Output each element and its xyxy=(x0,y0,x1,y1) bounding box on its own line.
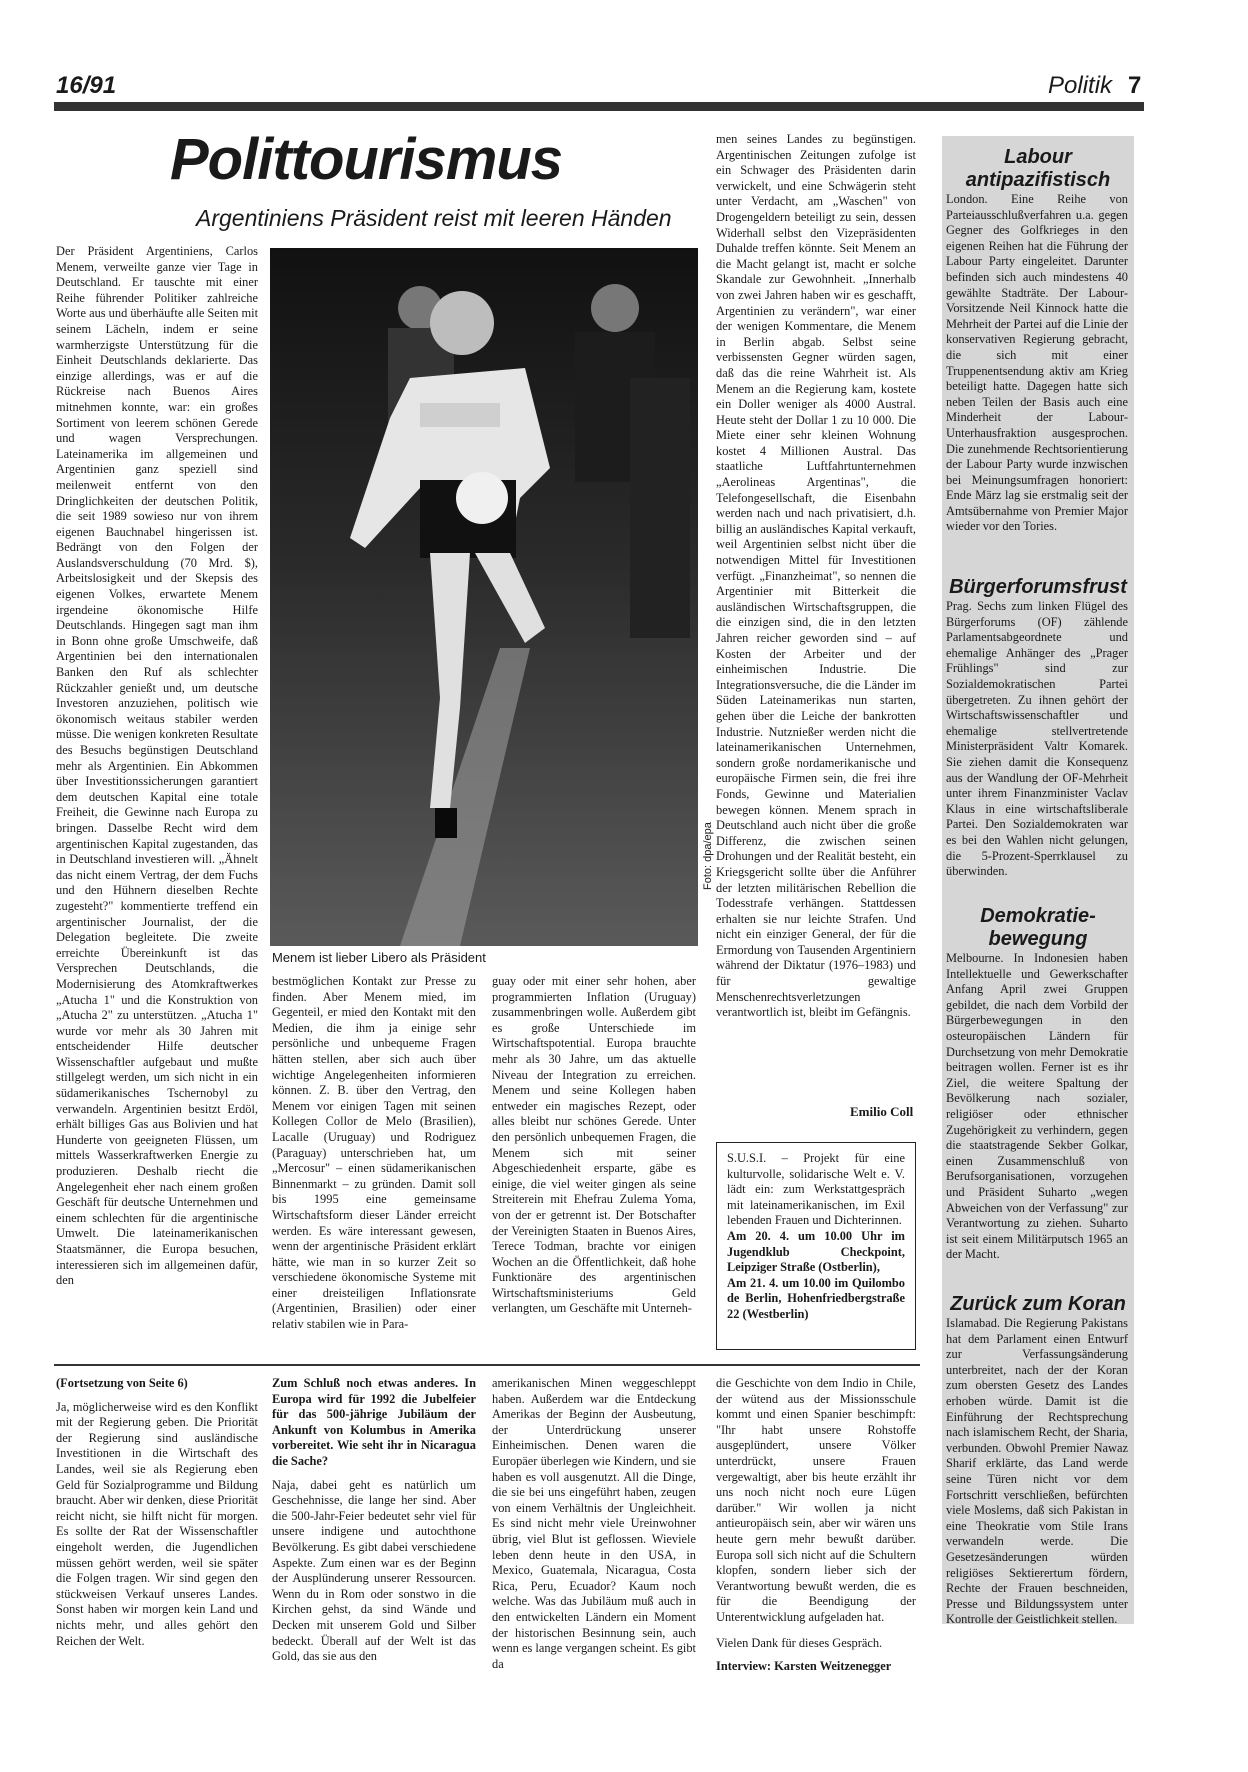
news-sidebar xyxy=(942,136,1134,1627)
event-notice-box xyxy=(716,1142,916,1350)
article-text: bestmöglichen Kontakt zur Presse zu finden. Aber Menem mied, im Gegenteil, er mied den Kontakt mit den Medien, die ihm ja einige sehr persönliche und unbequeme Fragen hätten stellen, aber sich auch über wichtige Angelegenheiten informieren können. Z. B. über den Vertrag, den Menem vor einigen Tagen mit seinen Kollegen Collor de Melo (Brasilien), Lacalle (Uruguay) und Rodriguez (Paraguay) unterschrieben hat, um „Mercosur" – einen südamerikanischen Binnenmarkt – zu gründen. Damit soll bis 1995 eine gemeinsame Wirtschaftsform dieser Länder erreicht werden. Es wäre interessant gewesen, wenn der argentinische Präsident erklärt hätte, wie man in so kurzer Zeit so verschiedene ökonomische Systeme mit einer dreisteiligen Inflationsrate (Argentinien, Brasilien) oder einer relativ stabilen wie in Para- xyxy=(272,974,476,1332)
sidebar-head-1: Labour antipazifistisch xyxy=(965,146,1111,191)
article-title: Polittourismus xyxy=(170,127,563,192)
interview-column-4 xyxy=(716,1376,916,1706)
interview-answer: Naja, dabei geht es natürlich um Geschehnisse, die lange her sind. Aber die 500-Jahr-Feier bedeutet sehr viel für unsere indigene und autochthone Bevölkerung. Es gibt dabei verschiedene Aspekte. Zum einen war es der Beginn der Ausplünderung unserer Ressourcen. Wenn du in Rom oder sonstwo in die Kirchen gehst, da sind Wände und Decken mit unserem Gold und Silber bedeckt. Überall auf der Welt ist das Gold, das sie aus den xyxy=(272,1477,476,1664)
interview-question: Zum Schluß noch etwas anderes. In Europa wird für 1992 die Jubelfeier für das 500-jährige Jubiläum der Ankunft von Kolumbus in Amerika vorbereitet. Wie seht ihr in Nicaragua die Sache? xyxy=(272,1376,476,1468)
football-player-image xyxy=(270,248,698,946)
article-column-2 xyxy=(272,974,476,1352)
interview-thanks: Vielen Dank für dieses Gespräch. xyxy=(716,1635,883,1650)
event-1: Am 20. 4. um 10.00 Uhr im Jugendklub Checkpoint, Leipziger Straße (Ostberlin), xyxy=(727,1228,905,1275)
article-column-1 xyxy=(56,244,258,1352)
interviewer-credit: Interview: Karsten Weitzenegger xyxy=(716,1659,892,1674)
article-subtitle: Argentiniens Präsident reist mit leeren Händen xyxy=(196,205,672,231)
article-text: guay oder mit einer sehr hohen, aber programmierten Inflation (Uruguay) zusammenbringen wolle. Außerdem gibt es große Unterschiede im Wirtschaftspotential. Europa brauchte mehr als 30 Jahre, um das aktuelle Niveau der Integration zu erreichen. Menem und seine Kollegen haben entweder ein magisches Rezept, oder alles bleibt nur schönes Gerede. Unter den persönlich unbequemen Fragen, die Menem sich mit seiner Abgeschiedenheit ersparte, gäbe es einige, die viel weiter gingen als seine Streiterein mit Ehefrau Zulema Yoma, von der er getrennt ist. Der Botschafter der Vereinigten Staaten in Buenos Aires, Terece Todman, brachte vor einigen Wochen an die Öffentlichkeit, daß hohe Funktionäre des argentinischen Wirtschaftsministeriums Geld verlangten, um Geschäfte mit Unterneh- xyxy=(492,974,696,1316)
photo-credit: Foto: dpa/epa xyxy=(702,822,714,890)
sidebar-head-3: Demokratie-bewegung xyxy=(980,905,1096,950)
sidebar-body-2: Prag. Sechs zum linken Flügel des Bürgerforums (OF) zählende Parlamentsabgeordnete und ehemalige Anhänger des „Prager Frühlings" sind zur Sozialdemokratischen Partei übergetreten. Zu ihnen gehört der Wirtschaftswissenschaftler und ehemalige stellvertretende Ministerpräsident Valtr Komarek. Sie ziehen damit die Konsequenz aus der Wandlung der OF-Mehrheit unter ihrem Finanzminister Vaclav Klaus in eine wirtschaftsliberale Partei. Den Sozialdemokraten war es bei den Wahlen nicht gelungen, die 5-Prozent-Sperrklausel zu überwinden. xyxy=(946,599,1128,879)
section-divider xyxy=(54,1364,920,1366)
interview-answer: Ja, möglicherweise wird es den Konflikt mit der Regierung geben. Die Priorität der Regierung sind ausländische Investitionen in die Wirtschaft des Landes, weil sie als Regierung eben Geld für Sozialprogramme und Bildung braucht. Aber wir denken, diese Priorität reicht nicht, sie hilft nicht für morgen. Es sollte der Rat der Wissenschaftler eingeholt werden, die Jugendlichen müssen gehört werden, weil sie später die Folgen tragen. Wir sind gegen den stückweisen Verkauf unseres Landes. Sonst haben wir morgen kein Land und nichts mehr, und alles gehört den Reichen der Welt. xyxy=(56,1399,258,1648)
interview-column-2 xyxy=(272,1376,476,1706)
sidebar-head-2: Bürgerforumsfrust xyxy=(949,576,1127,598)
article-author: Emilio Coll xyxy=(850,1104,914,1119)
section-label: Politik xyxy=(1048,72,1113,99)
continuation-note: (Fortsetzung von Seite 6) xyxy=(56,1376,188,1390)
article-text: Der Präsident Argentiniens, Carlos Menem, verweilte ganze vier Tage in Deutschland. Er tauschte mit einer Reihe führender Politiker zahlreiche Worte aus und überhäufte alle Seiten mit seinem Lächeln, indem er seine warmherzigste Unterstützung für die Einheit Deutschlands deklarierte. Das einzige allerdings, was er auf die Rückreise nach Buenos Aires mitnehmen konnte, war: ein großes Sortiment von leerem schönen Gerede und wagen Versprechungen. Lateinamerika im allgemeinen und Argentinien ganz speziell sind meilenweit entfernt von den Dringlichkeiten der deutschen Politik, die seit 1989 sowieso nur von ihrem eigenen Bauchnabel hingerissen ist. Bedrängt von den Folgen der Auslandsverschuldung (70 Mrd. $), Arbeitslosigkeit und der Skepsis des eigenen Volkes, erwartete Menem irgendeine ökonomische Hilfe Deutschlands. Hingegen sagt man ihm in Bonn ohne große Umschweife, daß Argentinien bei den internationalen Banken den Ruf als schlechter Rückzahler genießt und, um deutsche Investoren anzuziehen, politisch wie ökonomisch weitaus stabiler werden müsse. Die wenigen konkreten Resultate des Besuchs begünstigen Deutschland mehr als Argentinien. Ein Abkommen über Investitionssicherungen garantiert dem deutschen Kapital eine totale Freiheit, die Gewinne nach Europa zu bringen. Dasselbe Recht wird dem argentinischen Kapital zugestanden, das in Deutschland investieren will. „Ähnelt das nicht einem Vertrag, der dem Fuchs und den Hühnern dieselben Rechte zugesteht?" kommentierte treffend ein argentinischer Journalist, der die Delegation begleitete. Die zweite erreichte Übereinkunft ist das Versprechen Deutschlands, die Modernisierung des Atomkraftwerkes „Atucha 1" und die Konstruktion von „Atucha 2" zu unterstützen. „Atucha 1" wurde vor mehr als 30 Jahren mit entscheidender Hilfe deutscher Wissenschaftler aufgebaut und mußte stillgelegt werden, um sich nicht in ein südamerikanisches Tschernobyl zu verwandeln. Argentinien besitzt Erdöl, erhält billiges Gas aus Bolivien und hat Hunderte von geeigneten Flüssen, um mittels Wasserkraftwerken Energie zu produzieren. Deshalb riecht die Angelegenheit eher nach einem großen Geschäft für deutsche Unternehmen und einem schlechten für die argentinische Umwelt. Die lateinamerikanischen Staatsmänner, die Europa besuchen, interessieren sich im allgemeinen dafür, den xyxy=(56,244,259,1288)
sidebar-head-4: Zurück zum Koran xyxy=(950,1293,1126,1315)
header-rule xyxy=(54,102,1144,111)
event-intro: S.U.S.I. – Projekt für eine kulturvolle, solidarische Welt e. V. lädt ein: zum Werkstattgespräch mit lateinamerikanischen, im Exil lebenden Frauen und Dichterinnen. xyxy=(727,1151,905,1228)
event-2: Am 21. 4. um 10.00 im Quilombo de Berlin, Hohenfriedbergstraße 22 (Westberlin) xyxy=(727,1275,905,1321)
article-column-4 xyxy=(716,132,916,1094)
page-number: 7 xyxy=(1128,72,1142,99)
issue-number: 16/91 xyxy=(56,72,117,99)
sidebar-body-4: Islamabad. Die Regierung Pakistans hat dem Parlament einen Entwurf zur Verfassungsänderung unterbreitet, nach der der Koran zum obersten Gesetz des Landes erhoben würde. Damit ist die Einführung der Rechtsprechung nach islamischem Recht, der Sharia, verbunden. Obwohl Premier Nawaz Sharif erklärte, das Land werde seine Türen nicht vor dem Fortschritt verschließen, befürchten viele Moslems, daß sich Pakistan in eine Theokratie vom Stile Irans verwandeln werde. Die Gesetzesänderungen würden religiöses Sektierertum fördern, Rechte der Frauen beschneiden, Presse und Bildungssystem unter Kontrolle der Geistlichkeit stellen. xyxy=(946,1316,1128,1627)
interview-answer: amerikanischen Minen weggeschleppt haben. Außerdem war die Entdeckung Amerikas der Beginn der Ausbeutung, der Unterdrückung unserer Einheimischen. Denen waren die Europäer überlegen wie Kindern, und sie haben es voll ausgenutzt. All die Dinge, die sie bei uns eingeführt haben, zeugen von einem Verhältnis der Ungleichheit. Es sind nicht mehr viele Ureinwohner übrig, viel Blut ist geflossen. Wieviele leben denn heute in den USA, in Mexico, Guatemala, Nicaragua, Costa Rica, Peru, Ecuador? Kaum noch welche. Was das Jubiläum muß auch in den entwickelten Ländern ein Moment der historischen Besinnung sein, auch wenn es lange vergangen scheint. Es gibt da xyxy=(492,1376,696,1671)
sidebar-body-1: London. Eine Reihe von Parteiausschlußverfahren u.a. gegen Gegner des Golfkrieges in den eigenen Reihen hat die Führung der Labour Party eingeleitet. Darunter befinden sich auch mindestens 40 gewählte Stadträte. Der Labour-Vorsitzende Neil Kinnock hatte die Mehrheit der Partei auf die Linie der konservativen Regierung gebracht, die sich mit einer Truppenentsendung aktiv am Krieg beteiligt hatte. Dagegen hatte sich neben Teilen der Basis auch eine Minderheit der Labour-Unterhausfraktion ausgesprochen. Die zunehmende Rechtsorientierung der Labour Party wurde inzwischen bei Meinungsumfragen honoriert: Ende März lag sie erstmalig seit der Amtsübernahme von Premier Major wieder vor den Tories. xyxy=(946,192,1128,534)
interview-column-3 xyxy=(492,1376,696,1706)
article-text: men seines Landes zu begünstigen. Argentinischen Zeitungen zufolge ist ein Schwager des Präsidenten darin verwickelt, und eine Schwägerin steht unter Verdacht, am „Waschen" von Drogengeldern beteiligt zu sein, dessen Widerhall selbst den Vizepräsidenten Duhalde treffen könnte. Seit Menem an die Macht gelangt ist, macht er solche Skandale zur Gewohnheit. „Innerhalb von zwei Jahren haben wir es geschafft, Argentinien zu verändern", war einer der wenigen Kommentare, die Menem in Berlin abgab. Selbst seine verbissensten Gegner würden sagen, daß das die reine Wahrheit ist. Als Menem an die Regierung kam, kostete ein Doller weniger als 4000 Austral. Heute steht der Dollar 1 zu 10 000. Die Miete einer sehr kleinen Wohnung kostet 4 Millionen Austral. Das staatliche Luftfahrtunternehmen „Aerolineas Argentinas", die Telefongesellschaft, die Eisenbahn werden nach und nach privatisiert, d.h. billig an ausländisches Kapital verkauft, weil Argentinien selbst nicht über die notwendigen Mittel für Investitionen verfügt. „Finanzheimat", so nennen die Argentinier mit Bitterkeit die ausländischen Wirtschaftsgruppen, die die einzigen sind, die in den letzten Jahren reicher geworden sind – auf Kosten der Arbeiter und der einheimischen Industrie. Die Integrationsversuche, die die Länder im Süden Lateinamerikas nun starten, gehen über die Leiche der bankrotten Industrie. Nutznießer werden nicht die lateinamerikanischen Unternehmen, sondern große nordamerikanische und europäische Firmen sein, die frei ihre Fonds, Gewinne und Materialien bewegen können. Menem sprach in Deutschland auch nicht über die große Differenz, die zwischen seinen Drohungen und der Realität besteht, ein Kriegsgericht sollte über die Anführer der letzten militärischen Rebellion die Todesstrafe verhängen. Stattdessen erhalten sie nur leichte Strafen. Und nicht ein einziger General, der für die Ermordung von Tausenden Argentiniern während der Diktatur (1976–1983) und für gewaltige Menschenrechtsverletzungen verantwortlich ist, bleibt im Gefängnis. xyxy=(716,132,916,1020)
interview-answer: die Geschichte von dem Indio in Chile, der wütend aus der Missionsschule kommt und einen Spanier beschimpft: "Ihr habt unsere Rohstoffe ausgeplündert, unsere Völker unterdrückt, unsere Frauen vergewaltigt, aber bis heute erzählt ihr uns noch nicht noch eure Lügen darüber." Wir wollen ja nicht antieuropäisch sein, aber wir wären uns heute gern mehr bewußt darüber. Europa soll sich nicht auf die Schultern klopfen, sondern lieber sich der Verantwortung bewußt werden, die es für die Beendigung der Unterentwicklung aufgeladen hat. xyxy=(716,1376,916,1624)
article-column-3 xyxy=(492,974,696,1352)
interview-column-1 xyxy=(56,1376,258,1706)
photo-caption: Menem ist lieber Libero als Präsident xyxy=(272,950,486,965)
menem-photo xyxy=(270,248,698,946)
sidebar-body-3: Melbourne. In Indonesien haben Intellektuelle und Gewerkschafter Anfang April zwei Gruppen gebildet, die nach dem Vorbild der Bürgerbewegungen in den osteuropäischen Ländern für Durchsetzung von mehr Demokratie beitragen wollen. Ferner ist es ihr Ziel, die weitere Spaltung der Bevölkerung nach sozialer, religiöser oder ethnischer Zugehörigkeit zu verhindern, gegen die staatstragende Sekber Golkar, einen Zusammenschluß von Berufsorganisationen, vorzugehen und Präsident Suharto „wegen Abweichen von der Verfassung" zur Verantwortung zu ziehen. Suharto ist seit einem Militärputsch 1965 an der Macht. xyxy=(946,951,1128,1262)
